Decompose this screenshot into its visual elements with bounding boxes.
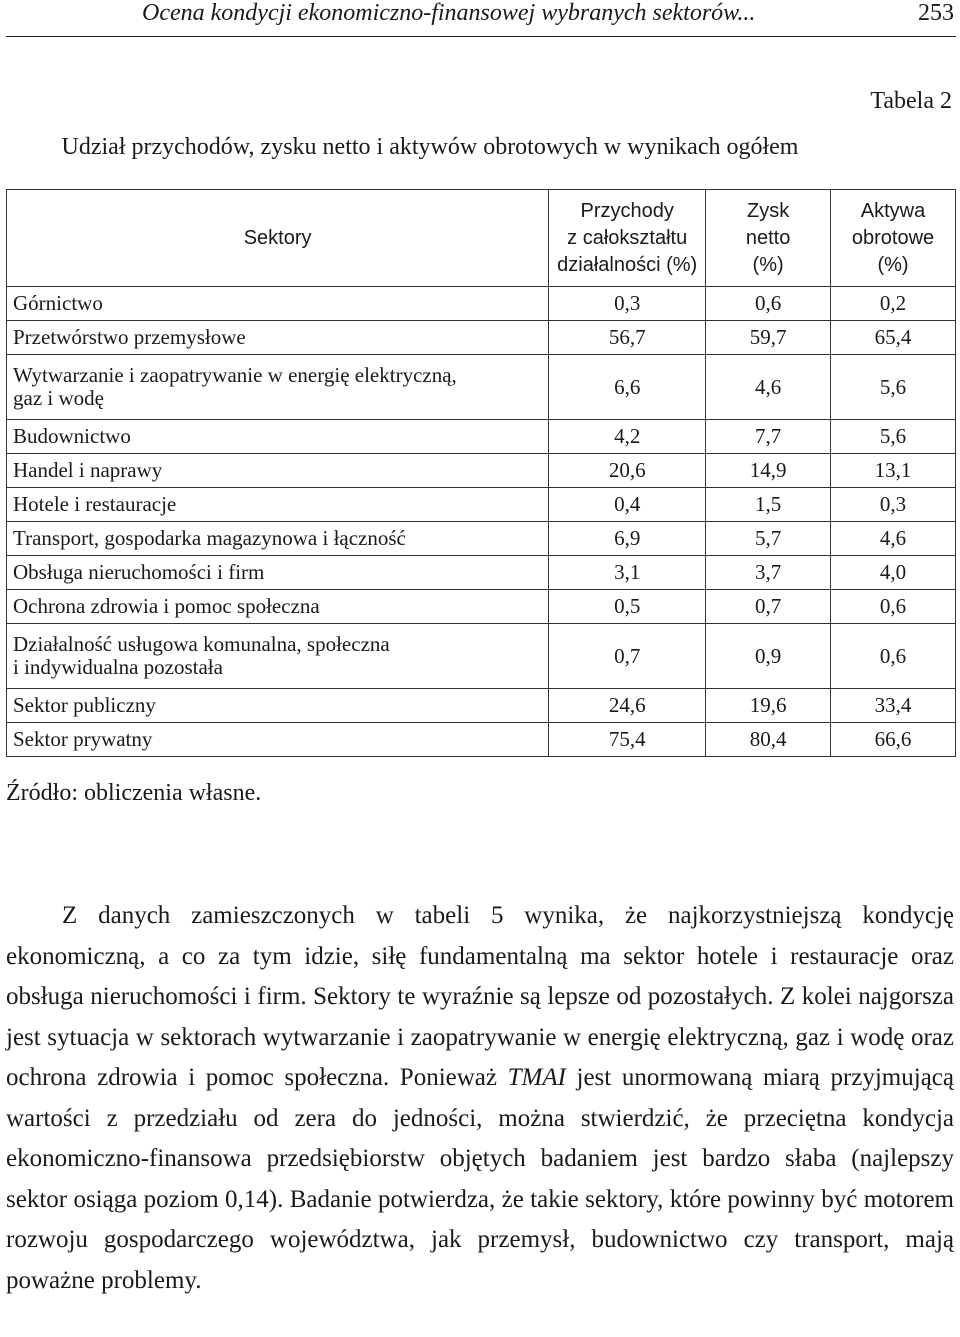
- sector-name: Ochrona zdrowia i pomoc społeczna: [7, 590, 549, 624]
- table-row: [7, 488, 956, 522]
- sector-share-table: [6, 189, 956, 757]
- sector-name: Górnictwo: [7, 287, 549, 321]
- table-row: [7, 522, 956, 556]
- sector-name: Budownictwo: [7, 420, 549, 454]
- body-paragraph: [6, 896, 954, 1301]
- profit-share: 0,6: [706, 287, 831, 321]
- assets-share: 4,0: [831, 556, 956, 590]
- profit-share: 19,6: [706, 689, 831, 723]
- sector-name: Sektor publiczny: [7, 689, 549, 723]
- profit-share: 0,9: [706, 624, 831, 689]
- paragraph-text-part2: jest unormowaną miarą przyjmującą wartości z przedziału od zera do jedności, można stwierdzić, że przeciętna kondycja ekonomiczno-finansowa przedsiębiorstw objętych badaniem jest bardzo słaba (najlepszy sektor osiąga poziom 0,14). Badanie potwierdza, że takie sektory, które powinny być motorem rozwoju gospodarczego województwa, jak przemysł, budownictwo czy transport, mają poważne problemy.: [6, 1064, 954, 1294]
- table-caption: Udział przychodów, zysku netto i aktywów obrotowych w wynikach ogółem: [61, 134, 799, 160]
- table-row: [7, 420, 956, 454]
- assets-share: 5,6: [831, 420, 956, 454]
- revenue-share: 6,9: [549, 522, 706, 556]
- table-row: [7, 723, 956, 757]
- sector-name: Sektor prywatny: [7, 723, 549, 757]
- profit-share: 4,6: [706, 355, 831, 420]
- page-header: [6, 0, 956, 37]
- assets-share: 0,3: [831, 488, 956, 522]
- column-header-revenue: Przychody z całokształtu działalności (%): [549, 190, 706, 287]
- assets-share: 65,4: [831, 321, 956, 355]
- assets-share: 13,1: [831, 454, 956, 488]
- profit-share: 59,7: [706, 321, 831, 355]
- table-row: [7, 624, 956, 689]
- revenue-share: 0,3: [549, 287, 706, 321]
- revenue-share: 24,6: [549, 689, 706, 723]
- page-number: 253: [918, 0, 954, 26]
- table-row: [7, 321, 956, 355]
- assets-share: 5,6: [831, 355, 956, 420]
- table-row: [7, 454, 956, 488]
- table-row: [7, 355, 956, 420]
- table-row: [7, 689, 956, 723]
- column-header-current-assets: Aktywa obrotowe (%): [831, 190, 956, 287]
- sector-name: Hotele i restauracje: [7, 488, 549, 522]
- profit-share: 0,7: [706, 590, 831, 624]
- profit-share: 1,5: [706, 488, 831, 522]
- assets-share: 4,6: [831, 522, 956, 556]
- revenue-share: 3,1: [549, 556, 706, 590]
- profit-share: 7,7: [706, 420, 831, 454]
- revenue-share: 56,7: [549, 321, 706, 355]
- assets-share: 0,6: [831, 624, 956, 689]
- paragraph-text-part1: Z danych zamieszczonych w tabeli 5 wynika, że najkorzystniejszą kondycję ekonomiczną, a co za tym idzie, siłę fundamentalną ma sektor hotele i restauracje oraz obsługa nieruchomości i firm. Sektory te wyraźnie są lepsze od pozostałych. Z kolei najgorsza jest sytuacja w sektorach wytwarzanie i zaopatrywanie w energię elektryczną, gaz i wodę oraz ochrona zdrowia i pomoc społeczna. Ponieważ: [6, 902, 954, 1091]
- assets-share: 0,2: [831, 287, 956, 321]
- profit-share: 5,7: [706, 522, 831, 556]
- revenue-share: 0,5: [549, 590, 706, 624]
- sector-name: Przetwórstwo przemysłowe: [7, 321, 549, 355]
- revenue-share: 6,6: [549, 355, 706, 420]
- paragraph-term-tmai: TMAI: [507, 1064, 566, 1091]
- revenue-share: 0,4: [549, 488, 706, 522]
- table-row: [7, 556, 956, 590]
- running-title: Ocena kondycji ekonomiczno-finansowej wybranych sektorów...: [142, 0, 756, 26]
- sector-name: Działalność usługowa komunalna, społeczna i indywidualna pozostała: [7, 624, 549, 689]
- assets-share: 66,6: [831, 723, 956, 757]
- sector-name: Obsługa nieruchomości i firm: [7, 556, 549, 590]
- profit-share: 14,9: [706, 454, 831, 488]
- sector-name: Transport, gospodarka magazynowa i łączność: [7, 522, 549, 556]
- assets-share: 0,6: [831, 590, 956, 624]
- table-label: Tabela 2: [870, 88, 952, 114]
- table-row: [7, 590, 956, 624]
- sector-name: Wytwarzanie i zaopatrywanie w energię elektryczną, gaz i wodę: [7, 355, 549, 420]
- revenue-share: 4,2: [549, 420, 706, 454]
- table-header-row: [7, 190, 956, 287]
- profit-share: 80,4: [706, 723, 831, 757]
- revenue-share: 75,4: [549, 723, 706, 757]
- revenue-share: 20,6: [549, 454, 706, 488]
- profit-share: 3,7: [706, 556, 831, 590]
- column-header-net-profit: Zysk netto (%): [706, 190, 831, 287]
- sector-name: Handel i naprawy: [7, 454, 549, 488]
- table-source-note: Źródło: obliczenia własne.: [6, 780, 262, 806]
- assets-share: 33,4: [831, 689, 956, 723]
- revenue-share: 0,7: [549, 624, 706, 689]
- table-row: [7, 287, 956, 321]
- column-header-sectors: Sektory: [7, 190, 549, 287]
